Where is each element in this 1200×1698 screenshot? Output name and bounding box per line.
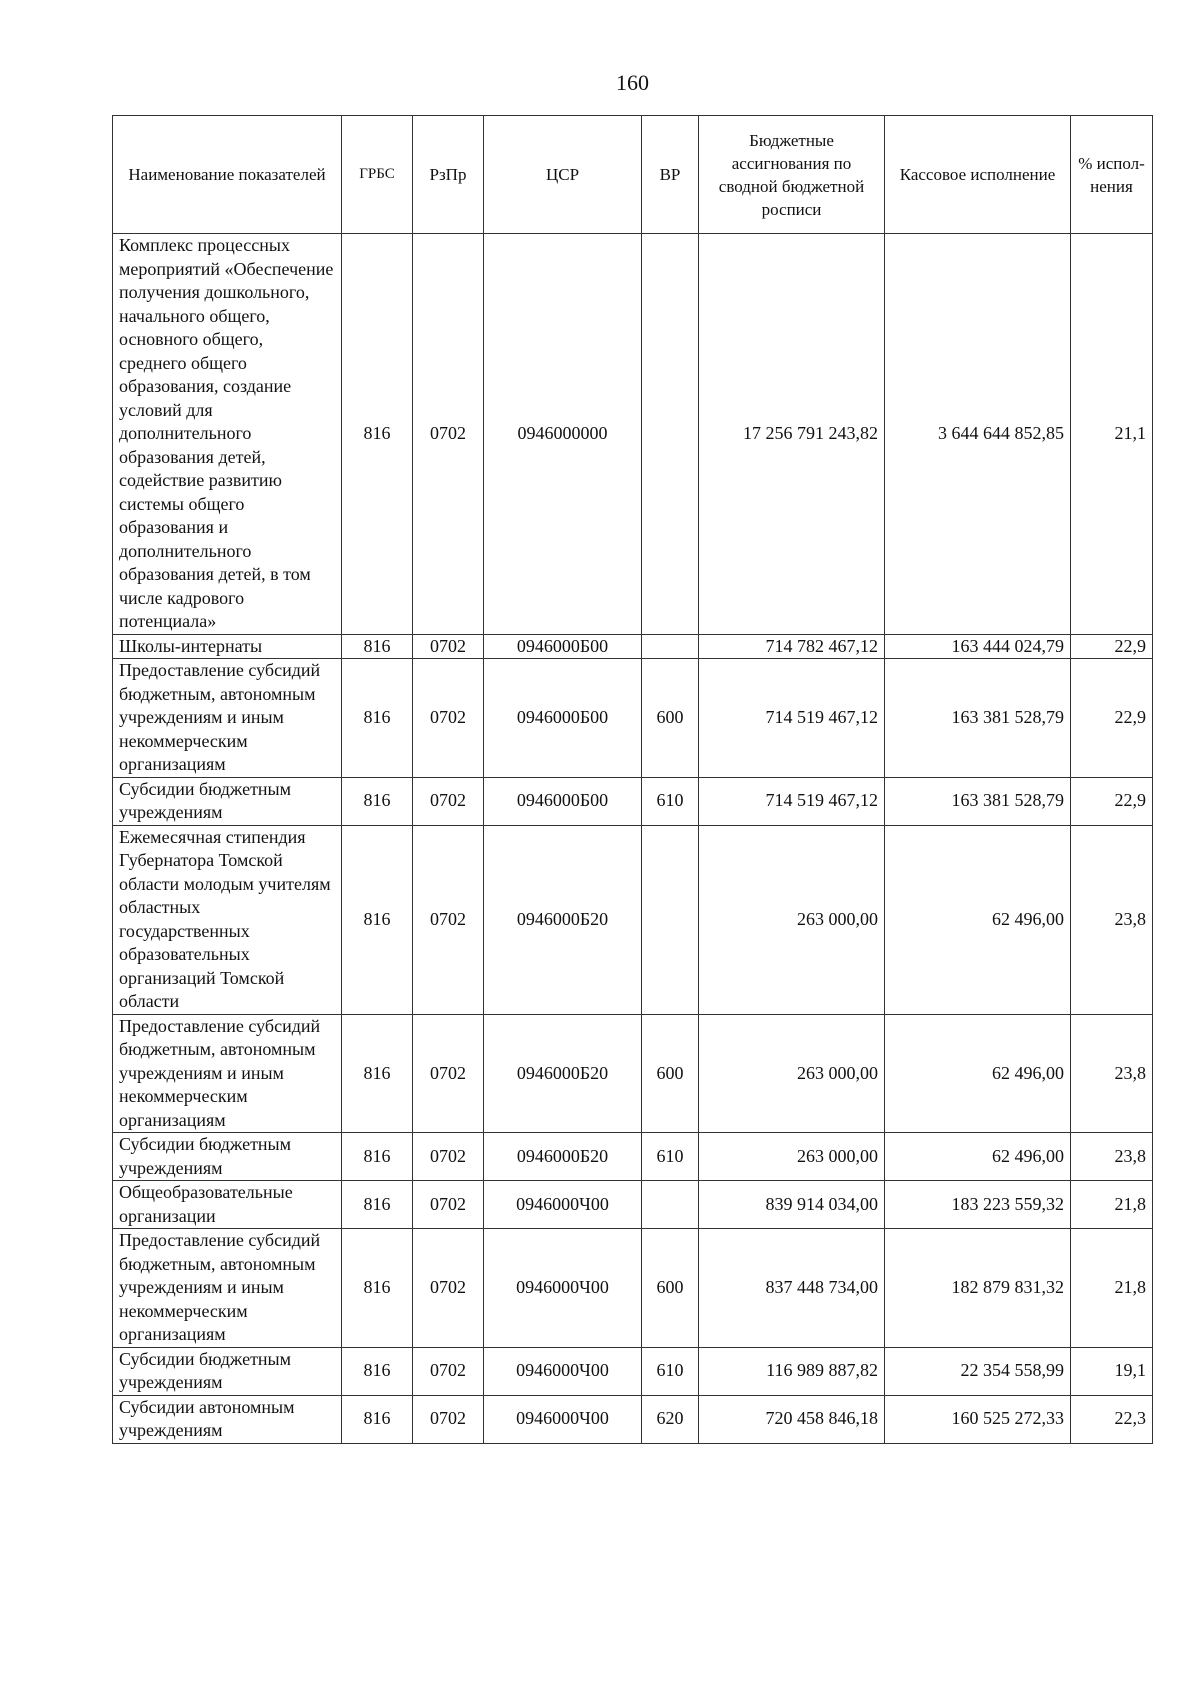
cell-cash: 182 879 831,32	[885, 1229, 1071, 1348]
cell-rzpr: 0702	[413, 234, 484, 635]
cell-name: Комплекс процессных мероприятий «Обеспечение получения дошкольного, начального общего, основного общего, среднего общего образования, создание условий для дополнительного образования детей, содействие развитию системы общего образования и дополнительного образования детей, в том числе кадрового потенциала»	[113, 234, 342, 635]
cell-assign: 263 000,00	[699, 1014, 885, 1133]
cell-name: Школы-интернаты	[113, 634, 342, 659]
cell-cash: 163 381 528,79	[885, 659, 1071, 778]
cell-csr: 0946000Ч00	[484, 1181, 642, 1229]
table-header-row	[113, 116, 1153, 234]
cell-csr: 0946000Б00	[484, 659, 642, 778]
cell-csr: 0946000Ч00	[484, 1395, 642, 1443]
cell-assign: 720 458 846,18	[699, 1395, 885, 1443]
cell-assign: 714 519 467,12	[699, 777, 885, 825]
cell-pct: 19,1	[1071, 1347, 1153, 1395]
cell-assign: 839 914 034,00	[699, 1181, 885, 1229]
cell-csr: 0946000000	[484, 234, 642, 635]
cell-rzpr: 0702	[413, 825, 484, 1014]
cell-csr: 0946000Б00	[484, 634, 642, 659]
cell-name: Субсидии бюджетным учреждениям	[113, 1347, 342, 1395]
cell-name: Ежемесячная стипендия Губернатора Томской области молодым учителям областных государственных образовательных организаций Томской области	[113, 825, 342, 1014]
cell-cash: 163 381 528,79	[885, 777, 1071, 825]
cell-csr: 0946000Ч00	[484, 1347, 642, 1395]
budget-table	[112, 115, 1153, 1444]
cell-grbs: 816	[342, 1181, 413, 1229]
cell-grbs: 816	[342, 777, 413, 825]
cell-grbs: 816	[342, 1347, 413, 1395]
cell-csr: 0946000Б20	[484, 1014, 642, 1133]
cell-vr: 610	[642, 777, 699, 825]
cell-name: Предоставление субсидий бюджетным, автономным учреждениям и иным некоммерческим организациям	[113, 1014, 342, 1133]
cell-pct: 21,8	[1071, 1229, 1153, 1348]
cell-name: Субсидии бюджетным учреждениям	[113, 777, 342, 825]
table-row	[113, 1014, 1153, 1133]
table-row	[113, 234, 1153, 635]
cell-rzpr: 0702	[413, 777, 484, 825]
cell-vr: 600	[642, 1014, 699, 1133]
cell-grbs: 816	[342, 825, 413, 1014]
page-number: 160	[616, 70, 649, 95]
cell-grbs: 816	[342, 1133, 413, 1181]
cell-name: Предоставление субсидий бюджетным, автономным учреждениям и иным некоммерческим организациям	[113, 659, 342, 778]
table-row	[113, 1133, 1153, 1181]
header-assign: Бюджетные ассигнования по сводной бюджетной росписи	[699, 116, 885, 234]
cell-rzpr: 0702	[413, 1014, 484, 1133]
cell-rzpr: 0702	[413, 659, 484, 778]
cell-pct: 21,1	[1071, 234, 1153, 635]
cell-grbs: 816	[342, 234, 413, 635]
cell-vr: 620	[642, 1395, 699, 1443]
cell-vr	[642, 825, 699, 1014]
cell-assign: 263 000,00	[699, 825, 885, 1014]
cell-cash: 3 644 644 852,85	[885, 234, 1071, 635]
header-vr: ВР	[642, 116, 699, 234]
table-row	[113, 825, 1153, 1014]
cell-rzpr: 0702	[413, 1133, 484, 1181]
table-row	[113, 1347, 1153, 1395]
cell-csr: 0946000Ч00	[484, 1229, 642, 1348]
cell-rzpr: 0702	[413, 634, 484, 659]
cell-pct: 22,9	[1071, 634, 1153, 659]
cell-name: Предоставление субсидий бюджетным, автономным учреждениям и иным некоммерческим организациям	[113, 1229, 342, 1348]
cell-vr: 610	[642, 1347, 699, 1395]
cell-name: Субсидии бюджетным учреждениям	[113, 1133, 342, 1181]
table-body	[113, 234, 1153, 1444]
cell-vr	[642, 1181, 699, 1229]
table-row	[113, 1229, 1153, 1348]
cell-assign: 116 989 887,82	[699, 1347, 885, 1395]
cell-pct: 21,8	[1071, 1181, 1153, 1229]
cell-pct: 22,3	[1071, 1395, 1153, 1443]
cell-csr: 0946000Б20	[484, 825, 642, 1014]
cell-grbs: 816	[342, 1014, 413, 1133]
table-row	[113, 659, 1153, 778]
cell-assign: 17 256 791 243,82	[699, 234, 885, 635]
header-grbs: ГРБС	[342, 116, 413, 234]
cell-vr	[642, 634, 699, 659]
cell-assign: 714 519 467,12	[699, 659, 885, 778]
cell-cash: 22 354 558,99	[885, 1347, 1071, 1395]
cell-grbs: 816	[342, 1395, 413, 1443]
cell-cash: 183 223 559,32	[885, 1181, 1071, 1229]
cell-assign: 714 782 467,12	[699, 634, 885, 659]
table-row	[113, 1395, 1153, 1443]
header-rzpr: РзПр	[413, 116, 484, 234]
cell-pct: 23,8	[1071, 1133, 1153, 1181]
cell-pct: 23,8	[1071, 825, 1153, 1014]
table-row	[113, 634, 1153, 659]
cell-rzpr: 0702	[413, 1347, 484, 1395]
cell-assign: 837 448 734,00	[699, 1229, 885, 1348]
cell-vr: 600	[642, 1229, 699, 1348]
cell-cash: 163 444 024,79	[885, 634, 1071, 659]
cell-cash: 62 496,00	[885, 1133, 1071, 1181]
cell-cash: 62 496,00	[885, 1014, 1071, 1133]
cell-vr: 610	[642, 1133, 699, 1181]
cell-grbs: 816	[342, 634, 413, 659]
cell-assign: 263 000,00	[699, 1133, 885, 1181]
cell-rzpr: 0702	[413, 1181, 484, 1229]
cell-cash: 62 496,00	[885, 825, 1071, 1014]
cell-vr: 600	[642, 659, 699, 778]
cell-csr: 0946000Б00	[484, 777, 642, 825]
header-csr: ЦСР	[484, 116, 642, 234]
cell-grbs: 816	[342, 1229, 413, 1348]
cell-csr: 0946000Б20	[484, 1133, 642, 1181]
cell-pct: 22,9	[1071, 659, 1153, 778]
cell-rzpr: 0702	[413, 1395, 484, 1443]
header-cash: Кассовое исполнение	[885, 116, 1071, 234]
cell-rzpr: 0702	[413, 1229, 484, 1348]
cell-name: Общеобразовательные организации	[113, 1181, 342, 1229]
cell-pct: 23,8	[1071, 1014, 1153, 1133]
table-row	[113, 1181, 1153, 1229]
cell-pct: 22,9	[1071, 777, 1153, 825]
cell-vr	[642, 234, 699, 635]
cell-name: Субсидии автономным учреждениям	[113, 1395, 342, 1443]
header-name: Наименование показателей	[113, 116, 342, 234]
table-row	[113, 777, 1153, 825]
header-pct: % испол-нения	[1071, 116, 1153, 234]
cell-grbs: 816	[342, 659, 413, 778]
cell-cash: 160 525 272,33	[885, 1395, 1071, 1443]
